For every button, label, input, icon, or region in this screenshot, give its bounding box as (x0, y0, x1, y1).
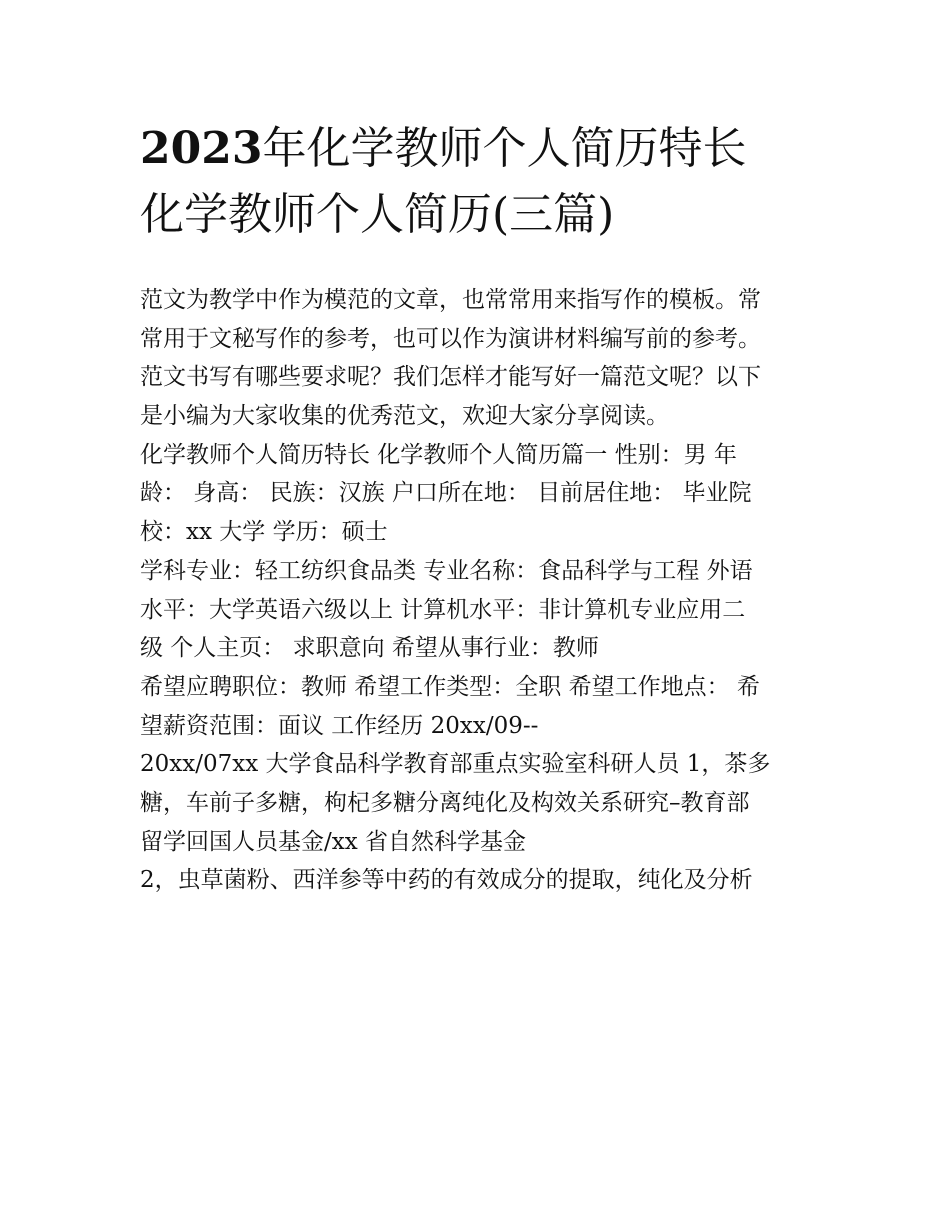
body-line: 是小编为大家收集的优秀范文，欢迎大家分享阅读。 (140, 403, 669, 430)
body-line: 糖，车前子多糖，枸杞多糖分离纯化及构效关系研究–教育部 (140, 789, 750, 816)
body-line: 常用于文秘写作的参考，也可以作为演讲材料编写前的参考。 (140, 325, 761, 352)
body-line: 范文为教学中作为模范的文章，也常常用来指写作的模板。常 (140, 287, 761, 313)
body-line: 20xx/07xx 大学食品科学教育部重点实验室科研人员 1，茶多 (140, 751, 771, 778)
body-line: 2，虫草菌粉、西洋参等中药的有效成分的提取，纯化及分析 (140, 867, 753, 894)
body-line: 化学教师个人简历特长 化学教师个人简历篇一 性别：男 年 (140, 441, 737, 468)
title-year: 2023 (140, 123, 263, 174)
title-line-1-text: 年化学教师个人简历特长 (262, 123, 747, 174)
body-line: 学科专业：轻工纺织食品类 专业名称：食品科学与工程 外语 (140, 557, 753, 584)
body-line: 希望应聘职位：教师 希望工作类型：全职 希望工作地点： 希 (140, 673, 760, 700)
body-line: 水平：大学英语六级以上 计算机水平：非计算机专业应用二 (140, 596, 746, 623)
body-line: 校：xx 大学 学历：硕士 (140, 519, 388, 546)
document-title (140, 116, 840, 248)
body-line: 望薪资范围：面议 工作经历 20xx/09-- (140, 712, 539, 739)
body-line: 龄： 身高： 民族：汉族 户口所在地： 目前居住地： 毕业院 (140, 480, 752, 507)
title-line-2: 化学教师个人简历(三篇) (140, 189, 615, 240)
body-line: 级 个人主页： 求职意向 希望从事行业：教师 (140, 635, 599, 662)
body-line: 留学回国人员基金/xx 省自然科学基金 (140, 828, 527, 855)
body-line: 范文书写有哪些要求呢？我们怎样才能写好一篇范文呢？以下 (140, 364, 761, 391)
title-line-1 (140, 116, 840, 182)
document-body (140, 281, 820, 900)
